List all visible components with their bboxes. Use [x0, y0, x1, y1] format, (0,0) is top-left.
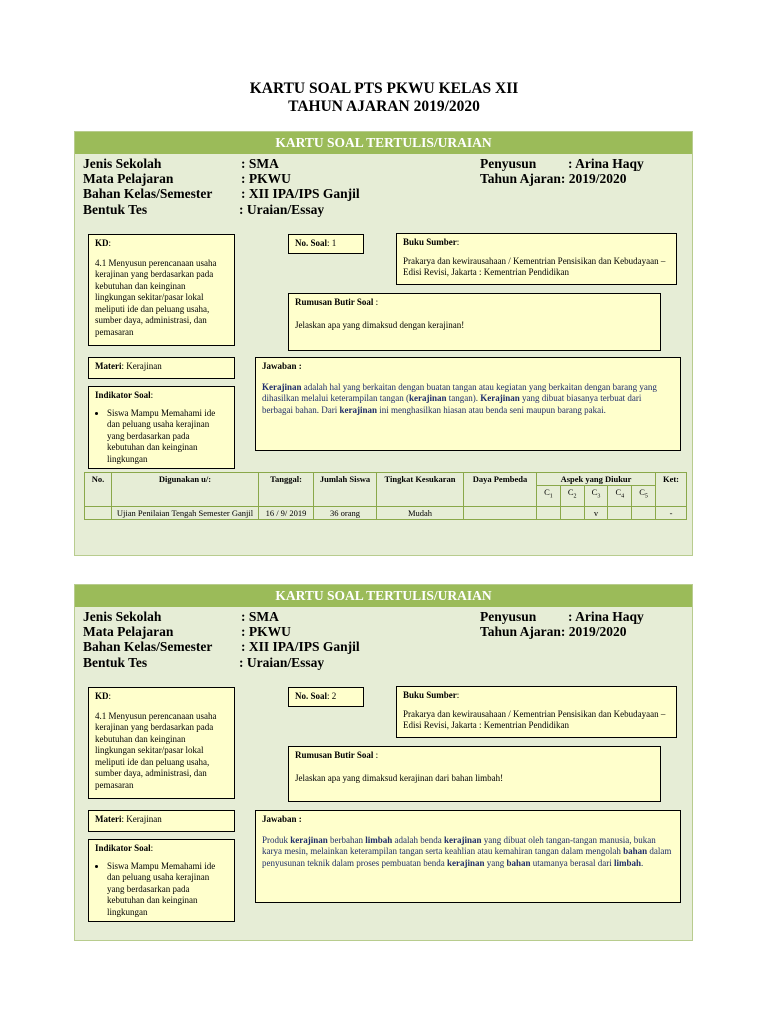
value-jenis-sekolah: : SMA	[241, 156, 279, 171]
cell-c2	[560, 507, 584, 520]
table-row	[85, 507, 687, 520]
no-soal-label: No. Soal	[295, 691, 328, 701]
th-tingkat-kesukaran: Tingkat Kesukaran	[377, 473, 464, 507]
label-bentuk-tes: Bentuk Tes	[83, 655, 148, 670]
materi-box	[88, 357, 235, 379]
label-penyusun: Penyusun	[480, 609, 537, 624]
indikator-box: Indikator Soal: • Siswa Mampu Memahami ide dan peluang usaha kerajinan yang berdasarkan pada kebutuhan dan keinginan lingkungan	[88, 386, 235, 469]
rumusan-text: Jelaskan apa yang dimaksud dengan kerajinan!	[295, 319, 465, 330]
materi-label: Materi	[95, 361, 122, 371]
th-c1: $C_1$	[537, 486, 561, 507]
th-aspek: Aspek yang Diukur	[537, 473, 656, 486]
kd-label: KD	[95, 691, 109, 701]
value-penyusun: : Arina Haqy	[568, 609, 644, 624]
document-title-line1: KARTU SOAL PTS PKWU KELAS XII	[249, 80, 519, 97]
indikator-box: Indikator Soal: • Siswa Mampu Memahami ide dan peluang usaha kerajinan yang berdasarkan pada kebutuhan dan keinginan lingkungan	[88, 839, 235, 922]
label-mata-pelajaran: Mata Pelajaran	[83, 171, 174, 186]
card-header: KARTU SOAL TERTULIS/URAIAN	[75, 132, 692, 154]
indikator-list	[95, 861, 228, 919]
cell-jumlah: 36 orang	[314, 507, 377, 520]
value-bentuk-tes: : Uraian/Essay	[239, 202, 325, 217]
value-mata-pelajaran: : PKWU	[241, 624, 291, 639]
kd-text: 4.1 Menyusun perencanaan usaha kerajinan yang berdasarkan pada kebutuhan dan keinginan lingkungan sekitar/pasar lokal meliputi ide dan peluang usaha, sumber daya, administrasi, dan pemasaran	[95, 257, 217, 337]
label-bahan-kelas: Bahan Kelas/Semester	[83, 186, 213, 201]
value-bahan-kelas: : XII IPA/IPS Ganjil	[241, 186, 360, 201]
rumusan-butir-box: Rumusan Butir Soal : Jelaskan apa yang dimaksud kerajinan dari bahan limbah!	[288, 746, 661, 802]
jawaban-text: Kerajinan adalah hal yang berkaitan dengan buatan tangan atau kegiatan yang berkaitan dengan barang yang dihasilkan melalui keterampilan tangan (kerajinan tangan). Kerajinan yang dibuat biasanya terbuat dari berbagai bahan. Dari kerajinan ini menghasilkan hiasan atau benda seni maupun barang pakai.	[262, 381, 657, 415]
label-tahun-ajaran: Tahun Ajaran: 2019/2020	[480, 171, 627, 186]
kd-box: KD: 4.1 Menyusun perencanaan usaha kerajinan yang berdasarkan pada kebutuhan dan keinginan lingkungan sekitar/pasar lokal meliputi ide dan peluang usaha, sumber daya, administrasi, dan pemasaran	[88, 687, 235, 799]
cell-no	[85, 507, 112, 520]
th-daya-pembeda: Daya Pembeda	[464, 473, 537, 507]
jawaban-box	[255, 810, 681, 903]
jawaban-text: Produk kerajinan berbahan limbah adalah benda kerajinan yang dibuat oleh tangan-tangan manusia, bukan karya mesin, melainkan keterampilan tangan serta keahlian atau kemahiran tangan dalam mengolah bahan dalam penyusunan teknik dalam proses pembuatan benda kerajinan yang bahan utamanya berasal dari limbah.	[262, 834, 672, 868]
label-mata-pelajaran: Mata Pelajaran	[83, 624, 174, 639]
label-bahan-kelas: Bahan Kelas/Semester	[83, 639, 213, 654]
cell-digunakan: Ujian Penilaian Tengah Semester Ganjil	[112, 507, 259, 520]
th-digunakan: Digunakan u/:	[112, 473, 259, 507]
label-tahun-ajaran: Tahun Ajaran: 2019/2020	[480, 624, 627, 639]
th-jumlah-siswa: Jumlah Siswa	[314, 473, 377, 507]
no-soal-box	[288, 687, 364, 707]
cell-daya	[464, 507, 537, 520]
cell-ket: -	[656, 507, 687, 520]
usage-table	[84, 472, 687, 520]
materi-value: : Kerajinan	[121, 361, 162, 371]
cell-tanggal: 16 / 9/ 2019	[259, 507, 314, 520]
materi-box	[88, 810, 235, 832]
rumusan-label: Rumusan Butir Soal	[295, 750, 374, 760]
buku-sumber-label: Buku Sumber	[403, 237, 457, 247]
no-soal-value: : 1	[327, 238, 337, 248]
label-bentuk-tes: Bentuk Tes	[83, 202, 148, 217]
label-penyusun: Penyusun	[480, 156, 537, 171]
buku-sumber-box: Buku Sumber: Prakarya dan kewirausahaan / Kementrian Pensisikan dan Kebudayaan – Edisi Revisi, Jakarta : Kementrian Pendidikan	[396, 233, 677, 285]
value-bentuk-tes: : Uraian/Essay	[239, 655, 325, 670]
jawaban-label: Jawaban :	[262, 814, 302, 824]
th-tanggal: Tanggal:	[259, 473, 314, 507]
cell-c5	[632, 507, 656, 520]
th-c3: $C_3$	[584, 486, 608, 507]
jawaban-label: Jawaban :	[262, 361, 302, 371]
th-no: No.	[85, 473, 112, 507]
materi-value: : Kerajinan	[121, 814, 162, 824]
value-mata-pelajaran: : PKWU	[241, 171, 291, 186]
value-jenis-sekolah: : SMA	[241, 609, 279, 624]
indikator-item: • Siswa Mampu Memahami ide dan peluang usaha kerajinan yang berdasarkan pada kebutuhan dan keinginan lingkungan	[107, 408, 228, 466]
indikator-label: Indikator Soal	[95, 390, 151, 400]
buku-sumber-label: Buku Sumber	[403, 690, 457, 700]
question-card-1	[74, 131, 693, 556]
label-jenis-sekolah: Jenis Sekolah	[83, 609, 162, 624]
buku-sumber-box: Buku Sumber: Prakarya dan kewirausahaan / Kementrian Pensisikan dan Kebudayaan – Edisi Revisi, Jakarta : Kementrian Pendidikan	[396, 686, 677, 738]
cell-tingkat: Mudah	[377, 507, 464, 520]
cell-c3: v	[584, 507, 608, 520]
indikator-list	[95, 408, 228, 466]
rumusan-text: Jelaskan apa yang dimaksud kerajinan dari bahan limbah!	[295, 772, 504, 783]
kd-box: KD: 4.1 Menyusun perencanaan usaha kerajinan yang berdasarkan pada kebutuhan dan keinginan lingkungan sekitar/pasar lokal meliputi ide dan peluang usaha, sumber daya, administrasi, dan pemasaran	[88, 234, 235, 346]
indikator-label: Indikator Soal	[95, 843, 151, 853]
th-c2: $C_2$	[560, 486, 584, 507]
value-bahan-kelas: : XII IPA/IPS Ganjil	[241, 639, 360, 654]
no-soal-box	[288, 234, 364, 254]
label-jenis-sekolah: Jenis Sekolah	[83, 156, 162, 171]
jawaban-box	[255, 357, 681, 451]
materi-label: Materi	[95, 814, 122, 824]
kd-label: KD	[95, 238, 109, 248]
cell-c4	[608, 507, 632, 520]
cell-c1	[537, 507, 561, 520]
no-soal-value: : 2	[327, 691, 337, 701]
document-title-line2: TAHUN AJARAN 2019/2020	[288, 98, 480, 115]
indikator-item: • Siswa Mampu Memahami ide dan peluang usaha kerajinan yang berdasarkan pada kebutuhan dan keinginan lingkungan	[107, 861, 228, 919]
rumusan-butir-box: Rumusan Butir Soal : Jelaskan apa yang dimaksud dengan kerajinan!	[288, 293, 661, 351]
buku-sumber-text: Prakarya dan kewirausahaan / Kementrian Pensisikan dan Kebudayaan – Edisi Revisi, Jakarta : Kementrian Pendidikan	[403, 255, 666, 277]
th-c4: $C_4$	[608, 486, 632, 507]
value-penyusun: : Arina Haqy	[568, 156, 644, 171]
question-card-2	[74, 584, 693, 941]
buku-sumber-text: Prakarya dan kewirausahaan / Kementrian Pensisikan dan Kebudayaan – Edisi Revisi, Jakarta : Kementrian Pendidikan	[403, 708, 666, 730]
no-soal-label: No. Soal	[295, 238, 328, 248]
rumusan-label: Rumusan Butir Soal	[295, 297, 374, 307]
card-header: KARTU SOAL TERTULIS/URAIAN	[75, 585, 692, 607]
th-ket: Ket:	[656, 473, 687, 507]
th-c5: $C_5$	[632, 486, 656, 507]
table-header-row	[85, 473, 687, 486]
kd-text: 4.1 Menyusun perencanaan usaha kerajinan yang berdasarkan pada kebutuhan dan keinginan lingkungan sekitar/pasar lokal meliputi ide dan peluang usaha, sumber daya, administrasi, dan pemasaran	[95, 710, 217, 790]
